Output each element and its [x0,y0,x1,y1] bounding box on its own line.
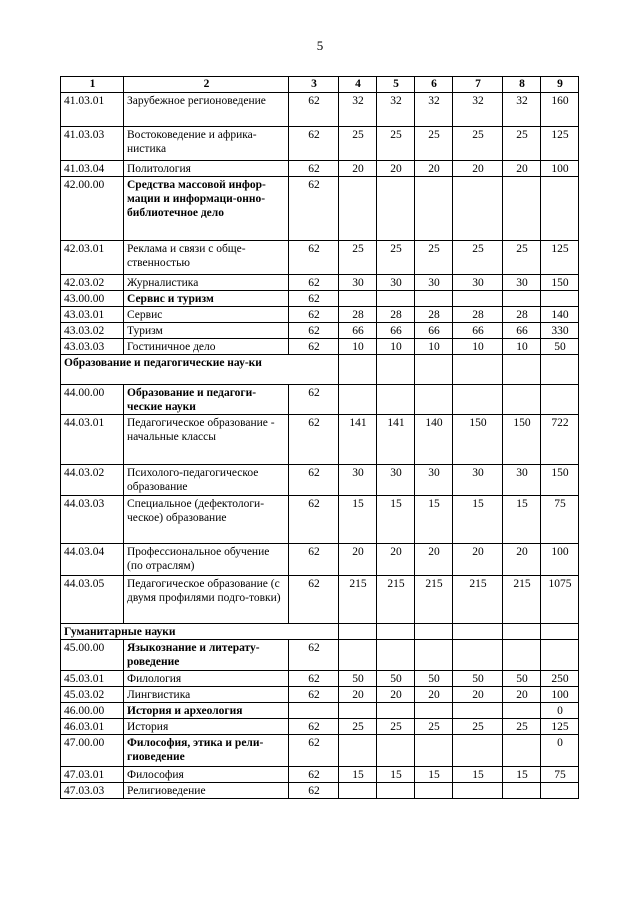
row-value: 62 [289,161,339,177]
column-header: 3 [289,77,339,93]
row-value: 20 [415,544,453,576]
row-value [503,385,541,415]
row-name: Образование и педагоги-ческие науки [124,385,289,415]
row-code: 45.00.00 [61,640,124,671]
row-value: 10 [339,339,377,355]
row-value: 62 [289,323,339,339]
row-value: 28 [503,307,541,323]
row-value: 10 [503,339,541,355]
row-value: 15 [377,767,415,783]
row-value [415,703,453,719]
row-code: 45.03.02 [61,687,124,703]
row-value [339,291,377,307]
column-header: 4 [339,77,377,93]
table-row [61,93,579,127]
row-name: Востоковедение и африка-нистика [124,127,289,161]
row-value: 28 [453,307,503,323]
section-header-row [61,355,579,385]
row-value: 25 [377,719,415,735]
row-value: 62 [289,177,339,241]
row-value: 141 [339,415,377,465]
row-value: 100 [541,687,579,703]
table-row [61,385,579,415]
table-row [61,671,579,687]
row-name: Психолого-педагогическое образование [124,465,289,496]
row-value: 28 [339,307,377,323]
column-header: 1 [61,77,124,93]
table-row [61,275,579,291]
table-row [61,544,579,576]
table-row [61,496,579,544]
row-value: 62 [289,291,339,307]
row-name: Сервис [124,307,289,323]
row-value: 140 [541,307,579,323]
row-value: 15 [503,767,541,783]
row-value: 20 [503,544,541,576]
empty-cell [541,355,579,385]
row-value [339,735,377,767]
row-code: 44.03.01 [61,415,124,465]
row-value [541,291,579,307]
column-header: 6 [415,77,453,93]
row-value [339,703,377,719]
row-code: 44.00.00 [61,385,124,415]
row-value [453,735,503,767]
row-value: 15 [377,496,415,544]
table-row [61,465,579,496]
column-header: 2 [124,77,289,93]
row-code: 43.00.00 [61,291,124,307]
row-code: 44.03.05 [61,576,124,624]
table-row [61,415,579,465]
row-value: 10 [453,339,503,355]
empty-cell [377,624,415,640]
row-name: Зарубежное регионоведение [124,93,289,127]
row-value [377,640,415,671]
row-value [377,703,415,719]
empty-cell [503,355,541,385]
row-value: 150 [453,415,503,465]
section-header-row [61,624,579,640]
row-value [339,177,377,241]
row-value: 32 [339,93,377,127]
table-row [61,687,579,703]
row-name: Журналистика [124,275,289,291]
row-value [503,703,541,719]
row-name: Философия, этика и рели-гиоведение [124,735,289,767]
row-value: 66 [377,323,415,339]
row-value: 62 [289,767,339,783]
empty-cell [339,355,377,385]
row-value: 15 [453,496,503,544]
row-value: 215 [339,576,377,624]
row-name: История [124,719,289,735]
row-value: 100 [541,544,579,576]
row-value [541,385,579,415]
empty-cell [503,624,541,640]
row-code: 42.03.01 [61,241,124,275]
row-value: 160 [541,93,579,127]
row-value [377,385,415,415]
row-value: 30 [377,275,415,291]
row-value: 20 [339,161,377,177]
row-name: Философия [124,767,289,783]
row-name: Педагогическое образование (с двумя профилями подго-товки) [124,576,289,624]
row-value: 62 [289,415,339,465]
table-row [61,177,579,241]
row-value: 25 [339,127,377,161]
column-header: 5 [377,77,415,93]
row-value: 62 [289,307,339,323]
row-value: 32 [415,93,453,127]
row-value: 62 [289,339,339,355]
row-value [541,783,579,799]
row-value: 50 [453,671,503,687]
row-value: 10 [377,339,415,355]
row-value: 62 [289,687,339,703]
row-code: 46.03.01 [61,719,124,735]
row-value: 30 [415,275,453,291]
row-value: 25 [415,241,453,275]
table-row [61,640,579,671]
row-value [503,640,541,671]
table-row [61,719,579,735]
row-name: Туризм [124,323,289,339]
row-value: 25 [503,719,541,735]
row-value: 20 [415,687,453,703]
table-row [61,323,579,339]
row-value: 62 [289,783,339,799]
row-value [377,783,415,799]
empty-cell [377,355,415,385]
row-value: 25 [377,127,415,161]
table-row [61,783,579,799]
row-value: 62 [289,735,339,767]
row-value: 25 [503,127,541,161]
row-value [541,640,579,671]
row-value [415,385,453,415]
row-name: Специальное (дефектологи-ческое) образование [124,496,289,544]
row-name: История и археология [124,703,289,719]
row-code: 41.03.04 [61,161,124,177]
column-header: 8 [503,77,541,93]
row-value: 30 [503,275,541,291]
row-value: 20 [453,161,503,177]
row-value: 50 [503,671,541,687]
row-code: 44.03.02 [61,465,124,496]
row-name: Реклама и связи с обще-ственностью [124,241,289,275]
data-table [60,76,579,799]
row-value: 330 [541,323,579,339]
section-title: Гуманитарные науки [61,624,339,640]
row-value: 25 [377,241,415,275]
row-name: Религиоведение [124,783,289,799]
row-code: 46.00.00 [61,703,124,719]
row-value: 15 [339,496,377,544]
row-value: 125 [541,241,579,275]
row-value [503,291,541,307]
row-value: 20 [453,687,503,703]
row-name: Профессиональное обучение (по отраслям) [124,544,289,576]
row-name: Политология [124,161,289,177]
row-value: 215 [377,576,415,624]
row-value: 32 [503,93,541,127]
row-value [503,783,541,799]
table-row [61,735,579,767]
row-value: 20 [503,161,541,177]
row-value: 50 [415,671,453,687]
row-value: 15 [339,767,377,783]
row-value: 30 [453,275,503,291]
row-name: Филология [124,671,289,687]
row-code: 47.03.01 [61,767,124,783]
row-code: 44.03.03 [61,496,124,544]
row-code: 43.03.01 [61,307,124,323]
section-title: Образование и педагогические нау-ки [61,355,339,385]
empty-cell [453,624,503,640]
table-row [61,339,579,355]
row-value: 25 [415,719,453,735]
row-value: 32 [377,93,415,127]
row-name: Лингвистика [124,687,289,703]
row-value [503,735,541,767]
row-value: 50 [541,339,579,355]
row-value: 125 [541,127,579,161]
row-value [339,385,377,415]
row-value: 75 [541,496,579,544]
row-value [415,640,453,671]
row-value: 20 [339,687,377,703]
empty-cell [453,355,503,385]
row-value: 62 [289,241,339,275]
row-value: 30 [503,465,541,496]
table-row [61,767,579,783]
row-code: 42.03.02 [61,275,124,291]
row-value: 25 [453,719,503,735]
row-value: 15 [453,767,503,783]
row-value: 15 [415,496,453,544]
row-value: 62 [289,275,339,291]
row-name: Гостиничное дело [124,339,289,355]
row-value: 20 [377,687,415,703]
row-value: 62 [289,576,339,624]
row-value [377,291,415,307]
row-value [377,177,415,241]
row-value: 25 [453,127,503,161]
empty-cell [415,355,453,385]
row-value: 30 [339,275,377,291]
row-value: 20 [339,544,377,576]
row-value: 20 [377,161,415,177]
column-header: 9 [541,77,579,93]
row-code: 41.03.03 [61,127,124,161]
row-code: 47.00.00 [61,735,124,767]
row-value [453,640,503,671]
empty-cell [415,624,453,640]
row-value: 30 [415,465,453,496]
row-name: Педагогическое образование - начальные классы [124,415,289,465]
empty-cell [541,624,579,640]
table-row [61,307,579,323]
row-value: 30 [377,465,415,496]
row-value: 30 [453,465,503,496]
row-value: 10 [415,339,453,355]
row-value: 50 [377,671,415,687]
row-value: 0 [541,703,579,719]
row-value: 100 [541,161,579,177]
row-value [415,291,453,307]
row-value: 215 [503,576,541,624]
table-row [61,703,579,719]
row-name: Средства массовой инфор-мации и информаци-онно-библиотечное дело [124,177,289,241]
row-name: Языкознание и литерату-роведение [124,640,289,671]
row-value: 25 [453,241,503,275]
row-value [503,177,541,241]
row-code: 44.03.04 [61,544,124,576]
row-value: 62 [289,719,339,735]
row-value: 62 [289,93,339,127]
row-value: 25 [503,241,541,275]
row-value: 20 [415,161,453,177]
row-value [453,177,503,241]
table-row [61,241,579,275]
row-value: 75 [541,767,579,783]
row-value: 150 [541,465,579,496]
row-value: 66 [453,323,503,339]
row-code: 41.03.01 [61,93,124,127]
row-code: 45.03.01 [61,671,124,687]
row-value: 62 [289,544,339,576]
row-value: 15 [503,496,541,544]
table-row [61,127,579,161]
row-value: 25 [415,127,453,161]
row-value: 150 [503,415,541,465]
row-code: 43.03.03 [61,339,124,355]
table-row [61,291,579,307]
row-value: 62 [289,496,339,544]
row-value: 150 [541,275,579,291]
row-value [415,735,453,767]
row-value: 50 [339,671,377,687]
row-name: Сервис и туризм [124,291,289,307]
page-number: 5 [316,38,324,53]
row-value: 25 [339,719,377,735]
row-value: 62 [289,671,339,687]
row-value [541,177,579,241]
row-value: 62 [289,465,339,496]
row-code: 42.00.00 [61,177,124,241]
row-value [453,703,503,719]
row-value: 62 [289,385,339,415]
row-code: 47.03.03 [61,783,124,799]
row-value: 25 [339,241,377,275]
empty-cell [339,624,377,640]
row-value [453,385,503,415]
row-value: 215 [453,576,503,624]
row-value [339,783,377,799]
table-row [61,161,579,177]
row-value: 1075 [541,576,579,624]
table-header-row [61,77,579,93]
table-body [61,93,579,799]
column-header: 7 [453,77,503,93]
row-value: 125 [541,719,579,735]
row-value: 140 [415,415,453,465]
row-value: 66 [339,323,377,339]
row-value: 20 [377,544,415,576]
row-value [339,640,377,671]
row-value: 28 [415,307,453,323]
row-value: 250 [541,671,579,687]
row-value: 30 [339,465,377,496]
row-value: 66 [503,323,541,339]
row-value: 15 [415,767,453,783]
row-value [289,703,339,719]
row-value: 0 [541,735,579,767]
row-value [453,291,503,307]
row-value: 62 [289,127,339,161]
row-value: 141 [377,415,415,465]
row-value [415,783,453,799]
row-value: 66 [415,323,453,339]
row-value: 62 [289,640,339,671]
row-value [377,735,415,767]
row-value: 215 [415,576,453,624]
row-value: 20 [453,544,503,576]
row-value [453,783,503,799]
table-row [61,576,579,624]
row-value: 20 [503,687,541,703]
row-value: 28 [377,307,415,323]
row-value: 32 [453,93,503,127]
row-value [415,177,453,241]
row-value: 722 [541,415,579,465]
row-code: 43.03.02 [61,323,124,339]
